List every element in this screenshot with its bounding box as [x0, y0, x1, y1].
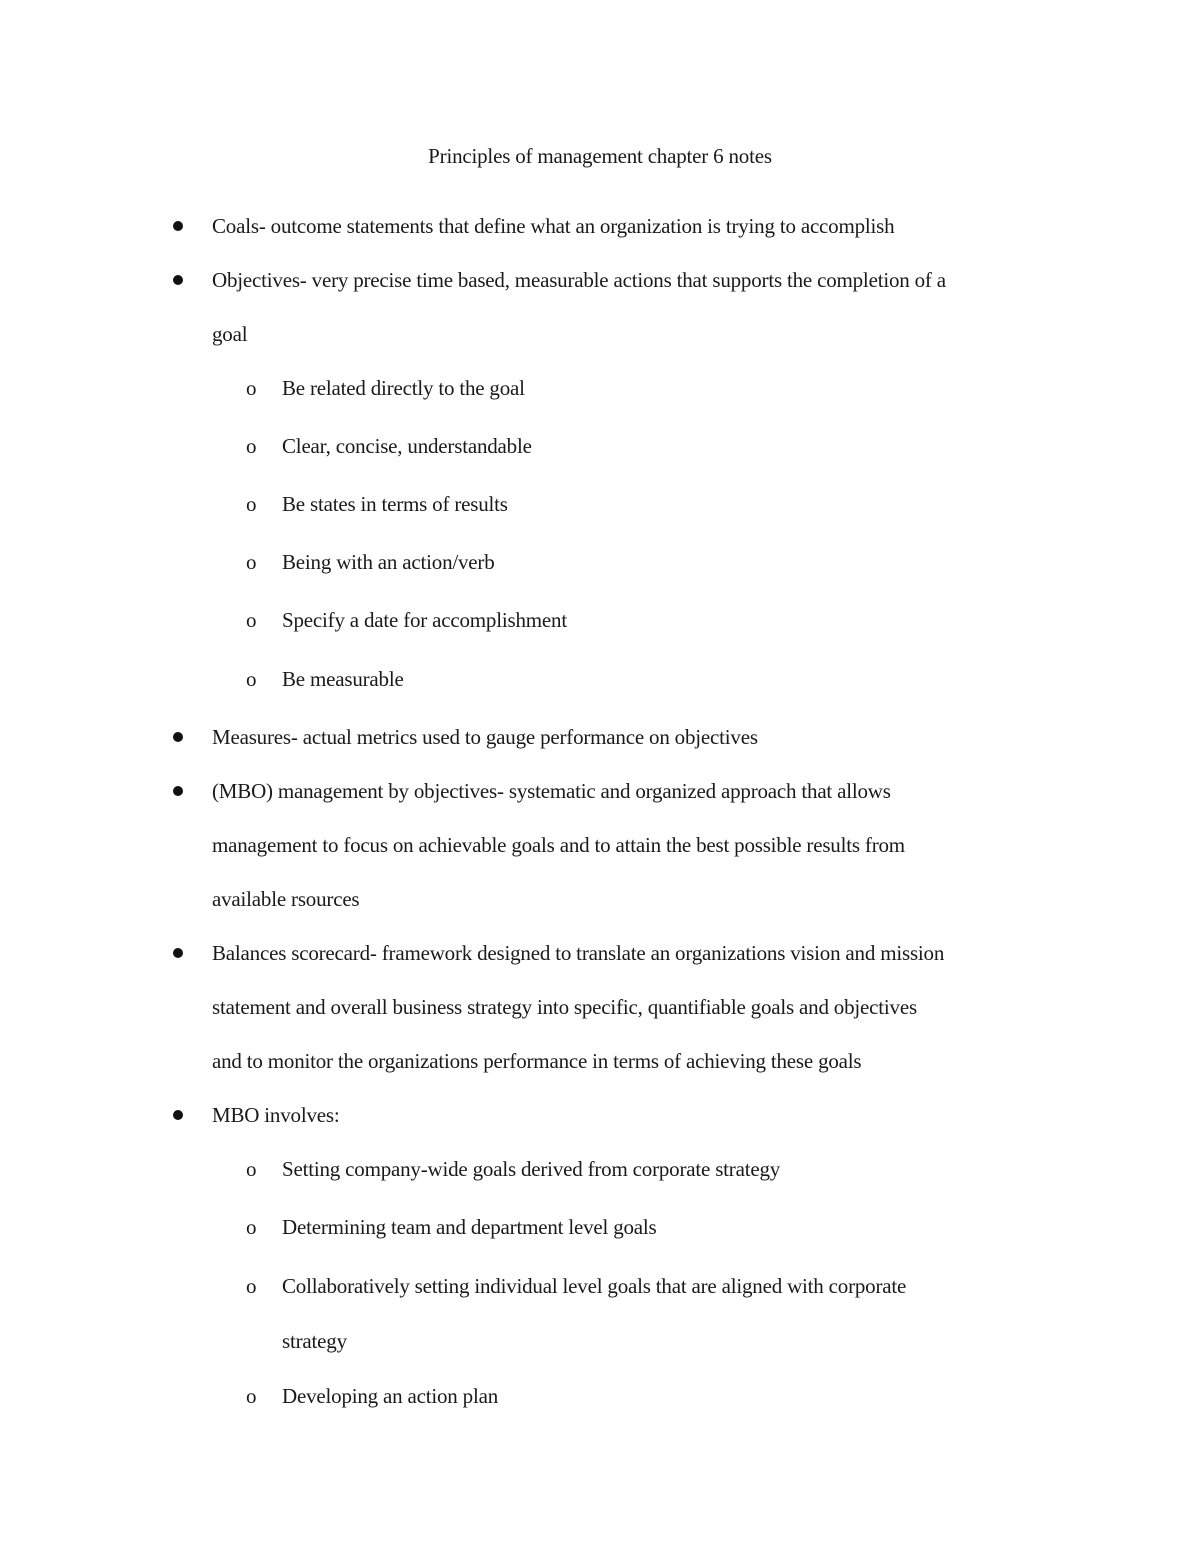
- sub-bullet-icon: o: [246, 1215, 257, 1239]
- bullet-goals: Coals- outcome statements that define what an organization is trying to accomplish: [212, 214, 895, 238]
- bullet-balanced-scorecard-continued: statement and overall business strategy into specific, quantifiable goals and objectives: [212, 995, 917, 1019]
- sub-item: Determining team and department level goals: [282, 1215, 657, 1239]
- bullet-balanced-scorecard: Balances scorecard- framework designed to translate an organizations vision and mission: [212, 941, 945, 965]
- bullet-mbo-continued: management to focus on achievable goals and to attain the best possible results from: [212, 833, 905, 857]
- bullet-objectives: Objectives- very precise time based, measurable actions that supports the completion of a: [212, 268, 946, 292]
- bullet-mbo: (MBO) management by objectives- systematic and organized approach that allows: [212, 779, 891, 803]
- sub-bullet-icon: o: [246, 550, 257, 574]
- bullet-icon: [173, 1110, 183, 1120]
- bullet-objectives-continued: goal: [212, 322, 248, 346]
- bullet-icon: [173, 221, 183, 231]
- bullet-mbo-involves: MBO involves:: [212, 1103, 340, 1127]
- bullet-icon: [173, 732, 183, 742]
- sub-bullet-icon: o: [246, 376, 257, 400]
- sub-bullet-icon: o: [246, 1157, 257, 1181]
- sub-bullet-icon: o: [246, 667, 257, 691]
- sub-bullet-icon: o: [246, 608, 257, 632]
- sub-item: Setting company-wide goals derived from corporate strategy: [282, 1157, 781, 1181]
- sub-item: Be measurable: [282, 667, 404, 691]
- bullet-balanced-scorecard-continued: and to monitor the organizations performance in terms of achieving these goals: [212, 1049, 862, 1073]
- bullet-measures: Measures- actual metrics used to gauge performance on objectives: [212, 725, 758, 749]
- sub-item: Be related directly to the goal: [282, 376, 525, 400]
- sub-bullet-icon: o: [246, 1384, 257, 1408]
- bullet-icon: [173, 786, 183, 796]
- sub-item: Collaboratively setting individual level goals that are aligned with corporate: [282, 1274, 907, 1298]
- bullet-icon: [173, 948, 183, 958]
- sub-bullet-icon: o: [246, 434, 257, 458]
- sub-item: Clear, concise, understandable: [282, 434, 532, 458]
- sub-bullet-icon: o: [246, 492, 257, 516]
- sub-item: Being with an action/verb: [282, 550, 495, 574]
- bullet-icon: [173, 275, 183, 285]
- sub-bullet-icon: o: [246, 1274, 257, 1298]
- sub-item: Developing an action plan: [282, 1384, 499, 1408]
- sub-item: Specify a date for accomplishment: [282, 608, 567, 632]
- document-title: Principles of management chapter 6 notes: [428, 144, 772, 168]
- bullet-mbo-continued: available rsources: [212, 887, 360, 911]
- sub-item-continued: strategy: [282, 1329, 347, 1353]
- sub-item: Be states in terms of results: [282, 492, 508, 516]
